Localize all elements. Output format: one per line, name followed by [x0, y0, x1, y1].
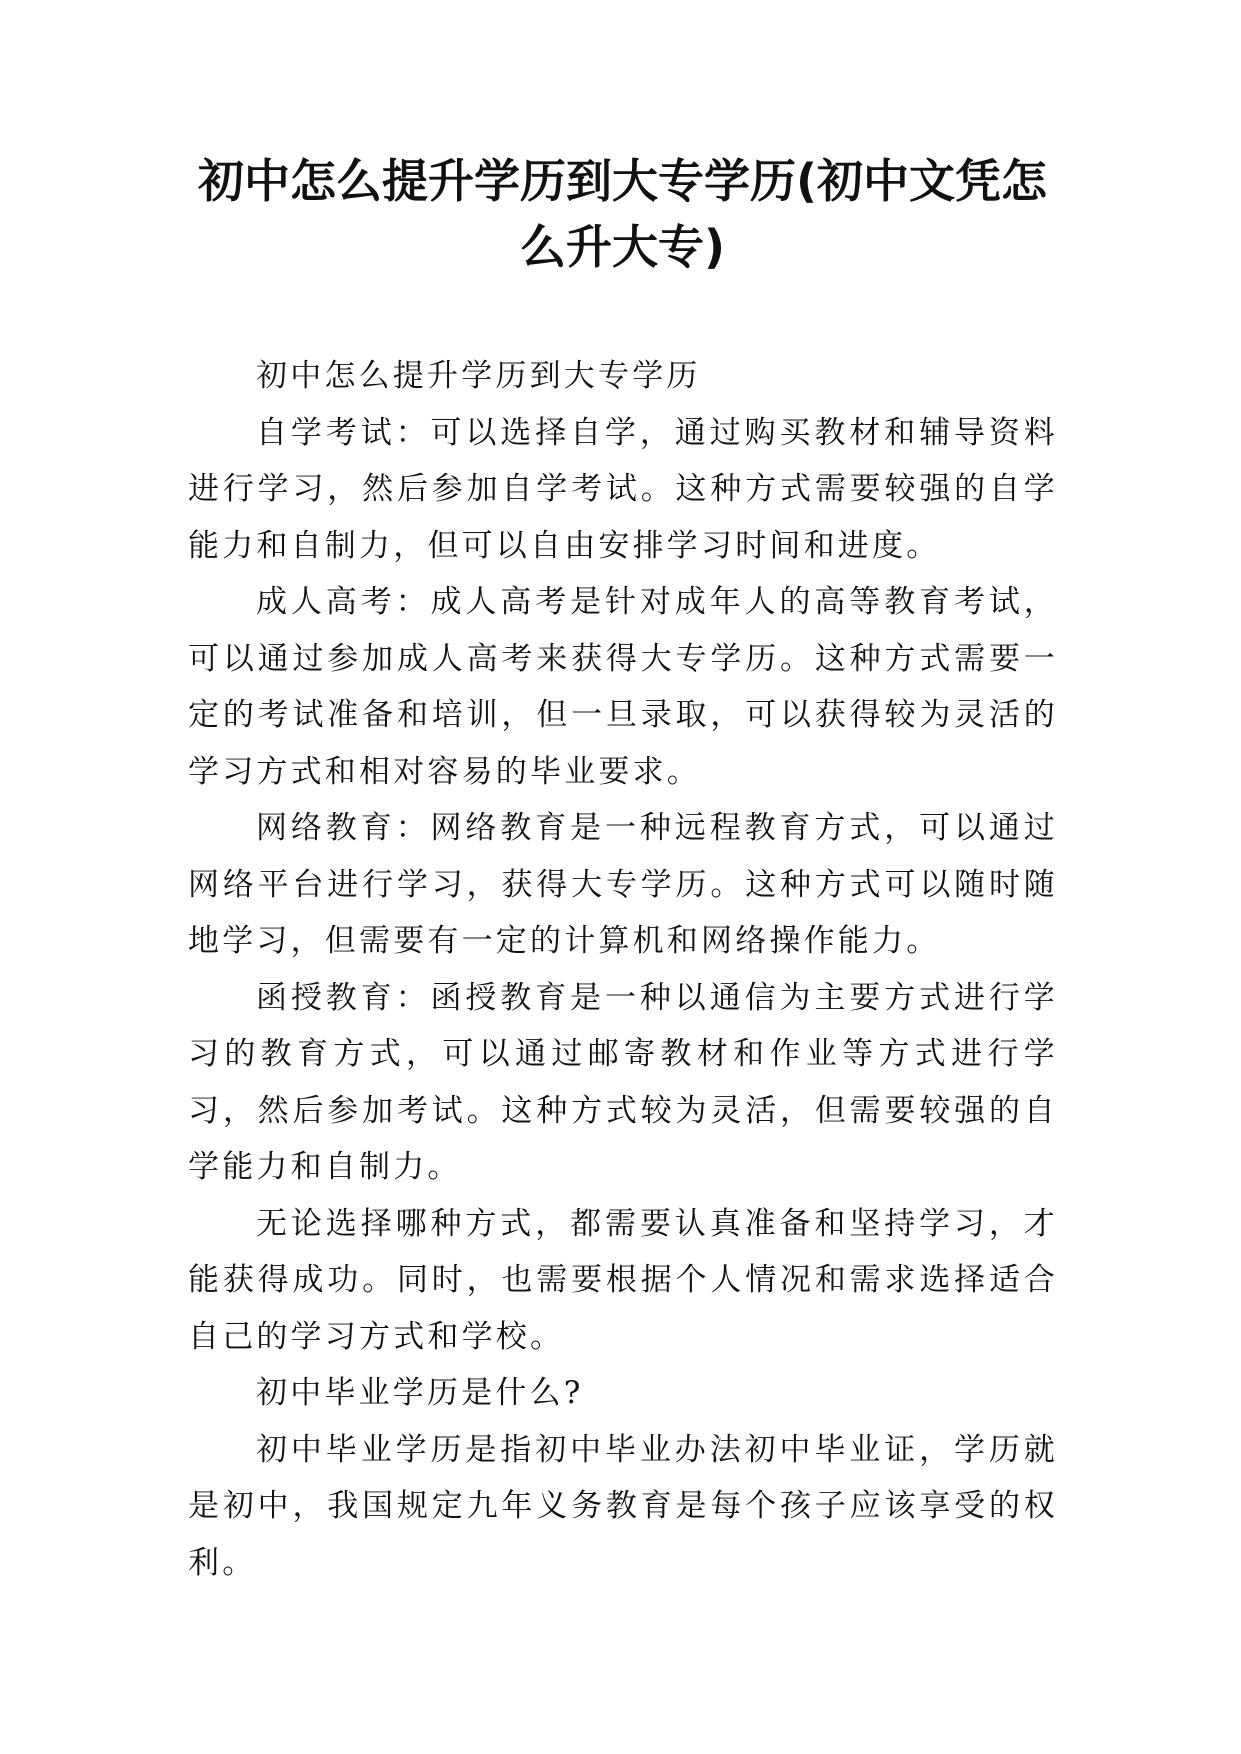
title-line-1: 初中怎么提升学历到大专学历(初中文凭怎	[197, 154, 1048, 208]
paragraph-online-education: 网络教育：网络教育是一种远程教育方式，可以通过网络平台进行学习，获得大专学历。这种方式可以随时随地学习，但需要有一定的计算机和网络操作能力。	[188, 810, 1058, 959]
document-body	[188, 348, 1058, 1591]
document-title	[175, 148, 1070, 280]
question-heading: 初中毕业学历是什么?	[256, 1375, 584, 1411]
paragraph-conclusion: 无论选择哪种方式，都需要认真准备和坚持学习，才能获得成功。同时，也需要根据个人情况和需求选择适合自己的学习方式和学校。	[188, 1205, 1058, 1355]
paragraph-adult-college-exam: 成人高考：成人高考是针对成年人的高等教育考试，可以通过参加成人高考来获得大专学历。这种方式需要一定的考试准备和培训，但一旦录取，可以获得较为灵活的学习方式和相对容易的毕业要求。	[188, 584, 1058, 790]
title-line-2: 么升大专)	[519, 220, 726, 274]
paragraph-correspondence-education: 函授教育：函授教育是一种以通信为主要方式进行学习的教育方式，可以通过邮寄教材和作业等方式进行学习，然后参加考试。这种方式较为灵活，但需要较强的自学能力和自制力。	[188, 979, 1058, 1185]
section-heading: 初中怎么提升学历到大专学历	[256, 358, 701, 394]
paragraph-answer: 初中毕业学历是指初中毕业办法初中毕业证，学历就是初中，我国规定九年义务教育是每个孩子应该享受的权利。	[188, 1431, 1058, 1581]
paragraph-self-study-exam: 自学考试：可以选择自学，通过购买教材和辅导资料进行学习，然后参加自学考试。这种方式需要较强的自学能力和自制力，但可以自由安排学习时间和进度。	[188, 414, 1058, 564]
